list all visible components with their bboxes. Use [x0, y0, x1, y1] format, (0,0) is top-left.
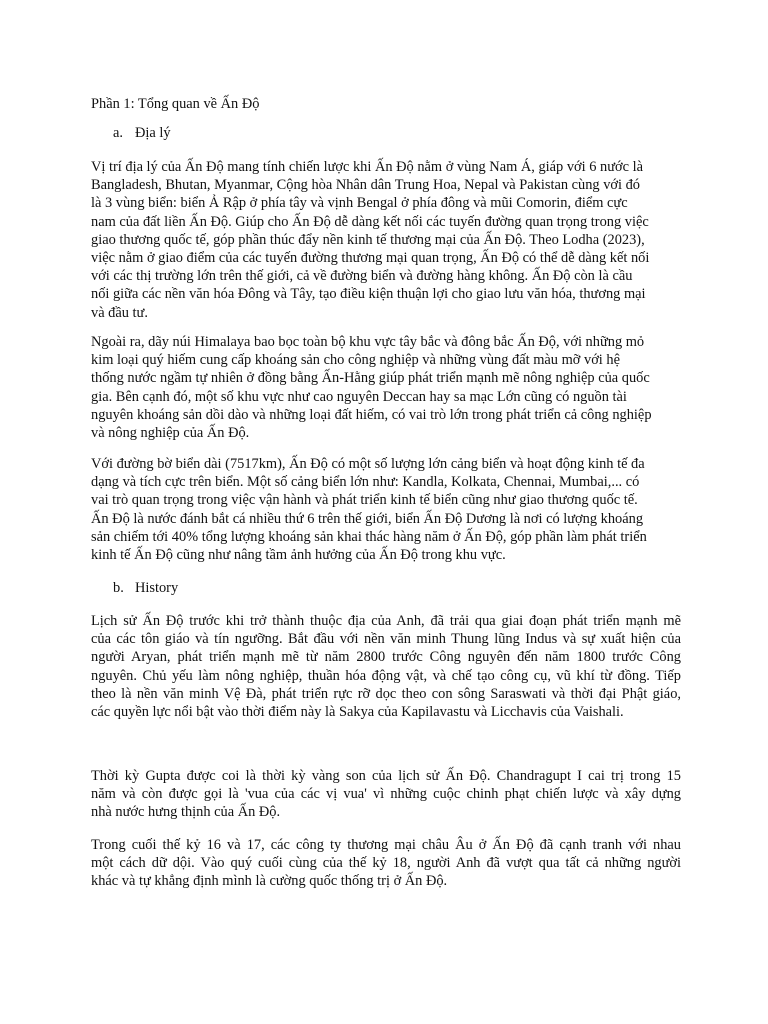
text-line: Thời kỳ Gupta được coi là thời kỳ vàng son của lịch sử Ấn Độ. Chandragupt I cai trị trong 15	[91, 768, 681, 784]
section-title: Phần 1: Tổng quan về Ấn Độ	[91, 96, 260, 112]
subsection-a-marker: a.	[113, 125, 123, 141]
text-line: sản chiếm tới 40% tổng lượng khoáng sản khai thác hàng năm ở Ấn Độ, góp phần làm phát triển	[91, 528, 647, 545]
text-line: thống nước ngầm tự nhiên ở đồng bằng Ấn-Hằng giúp phát triển mạnh mẽ nông nghiệp của quốc	[91, 370, 650, 387]
subsection-b-marker: b.	[113, 580, 124, 596]
text-line: khác và tự khẳng định mình là cường quốc thống trị ở Ấn Độ.	[91, 873, 448, 890]
text-line: giao thương quốc tế, góp phần thúc đẩy nền kinh tế thương mại của Ấn Độ. Theo Lodha (2023),	[91, 231, 645, 248]
text-line: Trong cuối thế kỷ 16 và 17, các công ty thương mại châu Âu ở Ấn Độ đã cạnh tranh với nhau	[91, 837, 681, 853]
text-line: việc nằm ở giao điểm của các tuyến đường thương mại quan trọng, Ấn Độ có thể dễ dàng kết nối	[91, 250, 650, 267]
text-line: kinh tế Ấn Độ cũng như nâng tầm ảnh hưởng của Ấn Độ trong khu vực.	[91, 547, 506, 564]
text-line: nối giữa các nền văn hóa Đông và Tây, tạo điều kiện thuận lợi cho giao lưu văn hóa, thương mại	[91, 286, 646, 303]
text-line: của các tôn giáo và tín ngưỡng. Bắt đầu với nền văn minh Thung lũng Indus và sự xuất hiện của	[91, 631, 681, 648]
paragraph-geography-sea	[91, 455, 681, 564]
subsection-a-title: Địa lý	[135, 125, 171, 141]
text-line: kim loại quý hiếm cung cấp khoáng sản cho công nghiệp và những vùng đất màu mỡ với hệ	[91, 352, 620, 369]
subsection-b-title: History	[135, 580, 179, 596]
text-line: Lịch sử Ấn Độ trước khi trở thành thuộc địa của Anh, đã trải qua giai đoạn phát triển mạnh mẽ	[91, 613, 681, 629]
text-line: nam của đất liền Ấn Độ. Giúp cho Ấn Độ dễ dàng kết nối các tuyến đường quan trọng trong việc	[91, 213, 649, 230]
paragraph-geography-location	[91, 158, 681, 322]
paragraph-history-ancient	[91, 612, 681, 721]
subsection-b-heading	[113, 579, 178, 597]
text-line: Với đường bờ biển dài (7517km), Ấn Độ có một số lượng lớn cảng biển và hoạt động kinh tế đa	[91, 456, 645, 472]
text-line: Ấn Độ là nước đánh bắt cá nhiều thứ 6 trên thế giới, biển Ấn Độ Dương là nơi có lượng khoáng	[91, 510, 644, 527]
text-line: nguyên. Chủ yếu làm nông nghiệp, thuần hóa động vật, và chế tạo công cụ, vũ khí từ đồng. Tiếp	[91, 667, 681, 684]
text-line: và nông nghiệp của Ấn Độ.	[91, 425, 250, 442]
text-line: người Aryan, phát triển mạnh mẽ từ năm 2800 trước Công nguyên đến năm 1800 trước Công	[91, 649, 681, 666]
text-line: vai trò quan trọng trong việc vận hành và phát triển kinh tế biển cũng như giao thương quốc tế.	[91, 492, 638, 509]
text-line: năm và còn được gọi là 'vua của các vị vua' vì những cuộc chinh phạt chiến lược và xây dựng	[91, 786, 681, 803]
text-line: một cách dữ dội. Vào quý cuối cùng của thế kỷ 18, người Anh đã vượt qua tất cả những người	[91, 855, 681, 872]
text-line: nguyên khoáng sản dồi dào và những loại đất hiếm, có vai trò lớn trong phát triển cả công nghiệp	[91, 406, 652, 423]
text-line: gia. Bên cạnh đó, một số khu vực như cao nguyên Deccan hay sa mạc Lớn cũng có nguồn tài	[91, 388, 627, 405]
text-line: và đầu tư.	[91, 304, 148, 321]
subsection-a-heading	[113, 124, 171, 142]
text-line: các quyền lực nổi bật vào thời điểm này là Sakya của Kapilavastu và Licchavis của Vaishali.	[91, 704, 624, 721]
text-line: dạng và tích cực trên biển. Một số cảng biển lớn như: Kandla, Kolkata, Chennai, Mumbai,... có	[91, 474, 640, 491]
paragraph-history-european	[91, 836, 681, 891]
text-line: nhà nước hưng thịnh của Ấn Độ.	[91, 804, 281, 821]
paragraph-history-gupta	[91, 767, 681, 822]
text-line: Vị trí địa lý của Ấn Độ mang tính chiến lược khi Ấn Độ nằm ở vùng Nam Á, giáp với 6 nước là	[91, 159, 644, 175]
text-line: theo là nền văn minh Vệ Đà, phát triển rực rỡ dọc theo con sông Saraswati và thời đại Phật giáo,	[91, 685, 681, 702]
text-line: Bangladesh, Bhutan, Myanmar, Cộng hòa Nhân dân Trung Hoa, Nepal và Pakistan cùng với đó	[91, 177, 641, 194]
text-line: Ngoài ra, dãy núi Himalaya bao bọc toàn bộ khu vực tây bắc và đông bắc Ấn Độ, với những mỏ	[91, 334, 645, 350]
paragraph-geography-resources	[91, 333, 681, 442]
text-line: là 3 vùng biển: biển Ả Rập ở phía tây và vịnh Bengal ở phía đông và mũi Comorin, điểm cực	[91, 195, 628, 212]
text-line: với các thị trường lớn trên thế giới, cả về đường biển và đường hàng không. Ấn Độ còn là cầu	[91, 268, 633, 285]
